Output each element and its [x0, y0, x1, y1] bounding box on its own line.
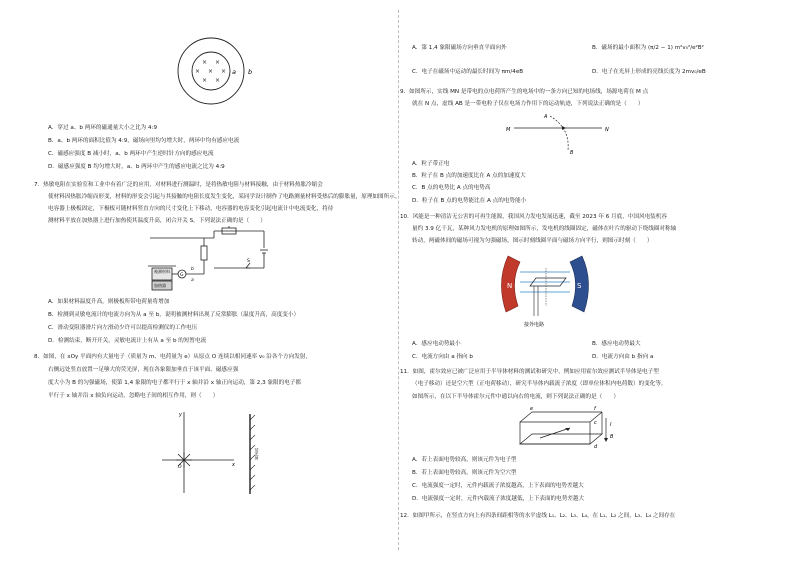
q8-stem-line-1: 8．如图，在 xOy 平面内有大量电子（质量为 m、电荷量为 e）从原点 O 连续以相同速率 v₀ 沿各个方向发射，	[34, 354, 311, 360]
q7-option-c: C．滑动变阻器滑片向左滑动少许可以提高检测仪的工作电压	[48, 325, 198, 331]
capacitor-circuit-figure	[146, 226, 296, 292]
q10-option-d: D．电流方向由 b 指向 a	[592, 354, 654, 360]
current-arrow	[540, 428, 570, 438]
label-b: b	[248, 68, 253, 76]
galvanometer-label: G	[180, 273, 184, 278]
q6-option-d: D．磁感应强度 B 均匀增大时，a、b 两环中产生的感应电流之比为 4:9	[48, 164, 225, 170]
svg-text:×: ×	[202, 77, 208, 84]
label-c: c	[594, 420, 597, 426]
generator-figure	[490, 246, 620, 332]
q10-option-a: A．感应电动势最小	[412, 341, 461, 347]
label-n: N	[605, 127, 609, 133]
label-e: e	[530, 406, 534, 412]
q6-option-a: A．穿过 a、b 两环的磁通量大小之比为 4:9	[48, 125, 158, 131]
svg-text:×: ×	[221, 68, 227, 75]
screen-label: 荧光屏	[254, 448, 260, 460]
q9-option-c: C．B 点的电势比 A 点的电势高	[412, 185, 491, 191]
q8-stem-line-2: 右侧远处竖直放置一足够大的荧光屏，现在各象限加垂直于该平面、磁感应强	[48, 367, 239, 373]
resistor	[201, 246, 207, 260]
point-a-label: a	[191, 278, 194, 283]
q11-stem-line-2: （电子移动）还是空穴型（正电荷移动），研究半导体内载流子浓度（即单位体积内电荷数）的变化等。	[412, 381, 667, 387]
origin-label: O	[178, 465, 182, 470]
q7-stem-line-2: 使材料因热胀冷缩而形变，材料的形变会引起与其接触的电阻长度发生变化，某同学设计制作了电路测量材料受热后的膨胀量，原理如图所示。	[48, 194, 401, 200]
switch-label: S	[247, 259, 250, 264]
q7-stem-line-1: 7．热敏电阻在实验室和工业中有着广泛的应用，对材料进行测温时，是将热敏电阻与材料接触，由于材料热胀冷缩会	[34, 182, 323, 188]
q6-option-c: C．磁感应强度 B 减小时，a、b 两环中产生逆时针方向的感应电流	[48, 151, 214, 157]
q6-option-b: B．a、b 两环的面积比值为 4:9，磁场向里均匀增大时，两环中均有感应电流	[48, 138, 240, 144]
svg-text:×: ×	[215, 77, 221, 84]
south-label: S	[577, 282, 582, 290]
x-axis-label: x	[232, 462, 235, 468]
q11-option-b: B．若上表面电势较高，则该元件为空穴型	[412, 470, 517, 476]
label-b: B	[610, 434, 614, 440]
q7-stem-line-3: 电容器上极板固定，下极板可随材料竖直方向的尺寸变化上下移动，电容器的电容变化引起电流计中电流变化，将待	[48, 206, 334, 212]
svg-text:×: ×	[215, 59, 221, 66]
q11-stem-line-1: 11．如图，霍尔效应已被广泛应用于半导体材料的测试和研究中，例如应用霍尔效应测试半导体是电子型	[400, 369, 659, 375]
q9-option-d: D．粒子在 B 点的电势能比在 A 点的电势能小	[412, 198, 527, 204]
svg-text:×: ×	[208, 68, 214, 75]
q8-option-a: A．第 1,4 象限磁场方向垂直平面向外	[412, 45, 507, 51]
q11-option-c: C．电流强度一定时，元件内载流子浓度越高，上下表面的电势差越大	[412, 483, 584, 489]
heater-label: 加热器	[154, 283, 166, 288]
field-arrowhead	[604, 438, 608, 442]
q11-stem-line-3: 如图所示，在以下半导体霍尔元件中通以向右的电流，则下列说法正确的是（ ）	[412, 394, 619, 400]
q8-option-c: C．电子在磁场中运动的最长时间为 πm/4eB	[412, 69, 524, 75]
q9-stem-line-1: 9．如图所示，实线 MN 是带电的点电荷所产生的电场中的一条方向已知的电场线，场源电荷在 M 点	[400, 89, 649, 95]
q9-option-a: A．粒子带正电	[412, 161, 450, 167]
label-i: I	[610, 422, 612, 428]
q11-option-a: A．若上表面电势较高，则该元件为电子型	[412, 457, 517, 463]
label-d: d	[594, 444, 598, 450]
q11-option-d: D．电流强度一定时，元件内载流子浓度越低，上下表面的电势差越大	[412, 496, 585, 502]
trajectory-ab	[550, 116, 568, 150]
q7-stem-line-4: 测材料平放在加热器上进行加热使其温度升高，闭合开关 S，下列说法正确的是（ ）	[48, 218, 266, 224]
label-f: f	[594, 406, 596, 412]
electron-source-figure	[154, 408, 274, 498]
q10-stem-line-2: 量约 3.9 亿千瓦，某种风力发电机的原理如图所示，发电机的线圈固定，磁体在叶片的驱动下绕线圈对称轴	[412, 226, 677, 232]
q9-option-b: B．粒子在 B 点的加速度比在 A 点的加速度大	[412, 173, 526, 179]
q8-option-b: B．磁场的最小面积为 (π/2 − 1) m²v₀²/e²B²	[592, 45, 704, 51]
q10-option-c: C．电流方向由 a 指向 b	[412, 354, 473, 360]
column-divider	[398, 10, 399, 550]
q10-stem-line-3: 转动，两磁体间的磁场可视为匀强磁场，图示时刻线圈平面与磁场方向平行，则图示时刻（ ）	[412, 238, 653, 244]
svg-text:×: ×	[195, 68, 201, 75]
q8-option-d: D．电子在光屏上形成的亮线长度为 2mv₀/eB	[592, 69, 706, 75]
q7-option-b: B．检测到灵敏电流计的电流方向为从 a 至 b，说明被测材料出现了反常膨胀（温度升高，高度变小）	[48, 312, 300, 318]
label-m: M	[506, 127, 511, 133]
q8-stem-line-3: 度大小为 B 的匀强磁场，使第 1,4 象限的电子都平行于 x 轴并沿 x 轴正向运动，第 2,3 象限的电子都	[48, 380, 302, 386]
field-crosses	[195, 59, 226, 84]
y-axis-label: y	[179, 412, 182, 418]
field-line-figure	[502, 110, 622, 156]
svg-text:×: ×	[202, 59, 208, 66]
q7-option-d: D．检测结束，断开开关，灵敏电流计上有从 a 至 b 的短暂电流	[48, 338, 207, 344]
rings-figure	[174, 36, 274, 108]
material-label: 被测材料	[154, 269, 170, 274]
q10-stem-line-1: 10．风能是一种清洁无公害的可再生能源，我国风力发电发展迅速，截至 2023 年 6 月底，中国风电装机容	[400, 214, 667, 220]
q8-stem-line-4: 平行于 x 轴并沿 x 轴负向运动，忽略电子间的相互作用，则（ ）	[48, 393, 219, 399]
hall-element-figure	[510, 404, 620, 452]
q12-stem: 12．如图甲所示，在竖直方向上有四条间距相等的水平虚线 L₁、L₂、L₃、L₄，在 L₁、L₂ 之间，L₃、L₄ 之间存在	[400, 513, 676, 519]
north-label: N	[507, 282, 513, 290]
field-lines	[520, 272, 570, 292]
label-b: B	[570, 150, 574, 156]
point-b-label: b	[191, 267, 194, 272]
q10-option-b: B．感应电动势最大	[592, 341, 641, 347]
q7-option-a: A．如果材料温度升高，则极板所带电荷量将增加	[48, 299, 170, 305]
label-a: a	[232, 68, 236, 76]
external-circuit-label: 接外电路	[524, 322, 545, 328]
label-a: A	[544, 114, 548, 120]
q9-stem-line-2: 就在 N 点，虚线 AB 是一带电粒子仅在电场力作用下的运动轨迹，下列说法正确的是（ ）	[412, 101, 644, 107]
